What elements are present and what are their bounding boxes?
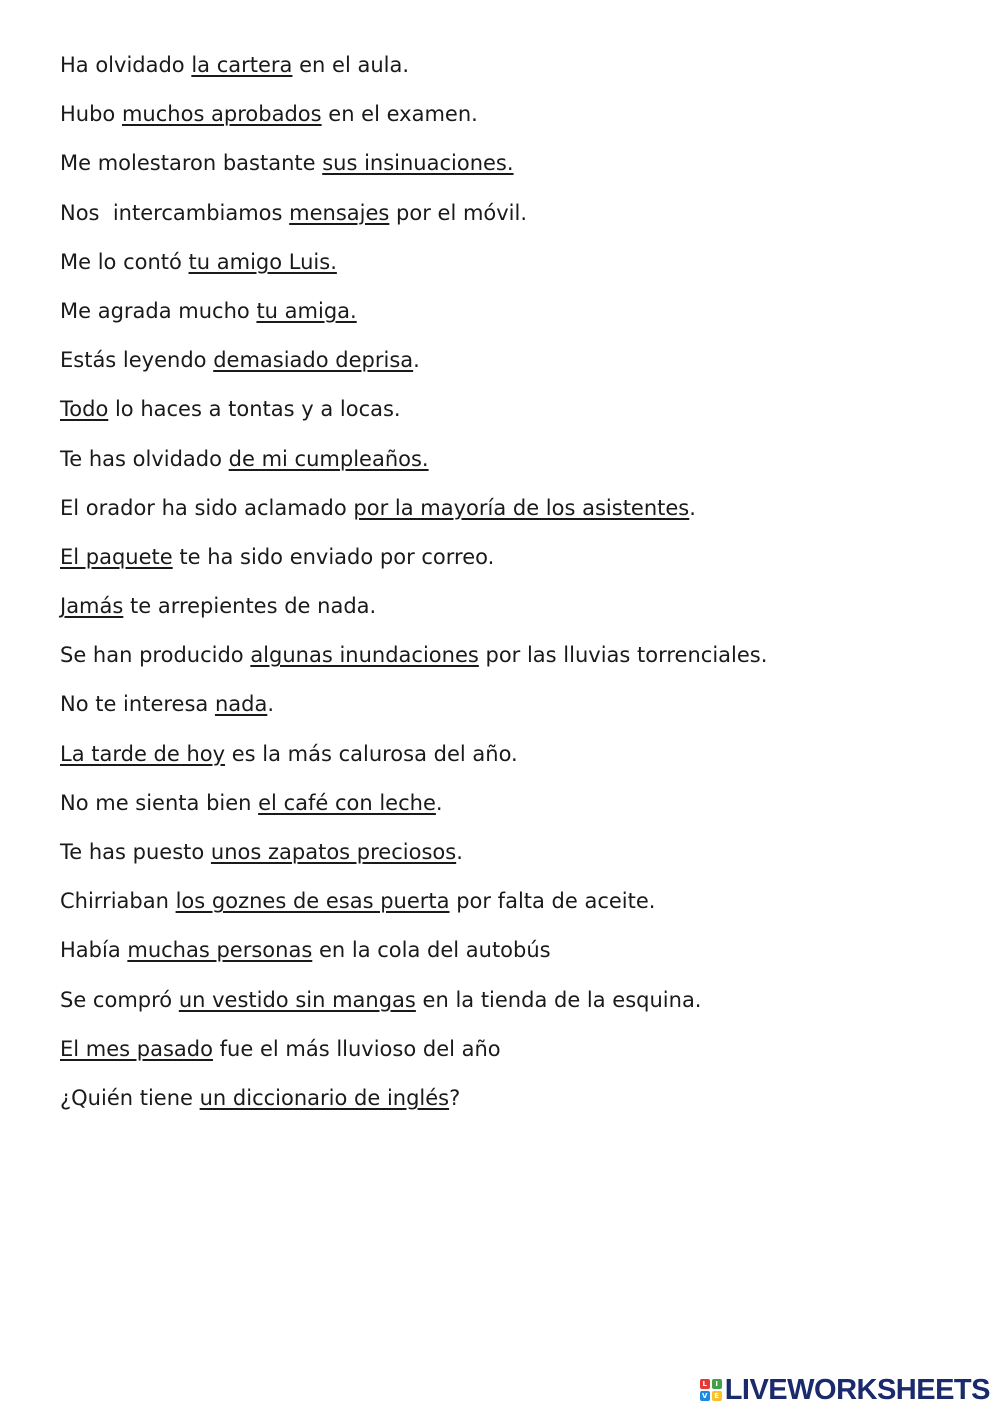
sentence-14 bbox=[60, 685, 960, 734]
sentence-text: Estás leyendo bbox=[60, 348, 214, 373]
sentence-text: . bbox=[435, 790, 443, 815]
logo-square: I bbox=[712, 1379, 722, 1389]
sentence-2 bbox=[60, 95, 960, 144]
underlined-phrase: demasiado deprisa bbox=[213, 348, 414, 373]
sentence-3 bbox=[60, 144, 960, 193]
sentence-text: . bbox=[456, 840, 463, 864]
underlined-phrase: de mi cumpleaños. bbox=[228, 446, 429, 471]
sentence-text: te ha sido enviado por correo. bbox=[172, 544, 495, 569]
sentence-19 bbox=[60, 931, 960, 980]
sentence-text: Me molestaron bastante bbox=[60, 151, 323, 176]
sentence-text: Hubo bbox=[60, 102, 122, 127]
underlined-phrase: Jamás bbox=[60, 594, 124, 619]
underlined-phrase: por la mayoría de los asistentes bbox=[353, 495, 690, 520]
underlined-phrase: El paquete bbox=[60, 544, 173, 569]
sentence-text: en la cola del autobús bbox=[312, 938, 551, 963]
sentence-1 bbox=[60, 46, 960, 95]
liveworksheets-logo bbox=[700, 1373, 990, 1407]
underlined-phrase: tu amigo Luis. bbox=[188, 249, 337, 274]
sentence-text: . bbox=[413, 348, 420, 373]
sentence-text: Ha olvidado bbox=[60, 53, 192, 77]
sentence-5 bbox=[60, 243, 960, 292]
sentence-4 bbox=[60, 194, 960, 243]
sentence-22 bbox=[60, 1079, 960, 1128]
sentence-15 bbox=[60, 735, 960, 784]
sentence-16 bbox=[60, 784, 960, 833]
sentence-text: Chirriaban bbox=[60, 889, 176, 914]
sentence-10 bbox=[60, 489, 960, 538]
underlined-phrase: la cartera bbox=[191, 53, 293, 77]
underlined-phrase: nada bbox=[214, 692, 268, 717]
underlined-phrase: algunas inundaciones bbox=[250, 643, 479, 668]
sentence-13 bbox=[60, 636, 960, 685]
sentence-7 bbox=[60, 341, 960, 390]
sentence-text: Te has puesto bbox=[60, 840, 211, 864]
underlined-phrase: los goznes de esas puerta bbox=[175, 889, 450, 914]
sentence-text: por las lluvias torrenciales. bbox=[478, 643, 768, 668]
sentence-text: El orador ha sido aclamado bbox=[60, 495, 354, 520]
sentence-9 bbox=[60, 440, 960, 489]
sentence-text: Te has olvidado bbox=[60, 446, 229, 471]
logo-square: E bbox=[712, 1391, 722, 1401]
sentence-text: Se compró bbox=[60, 987, 179, 1012]
sentence-text: te arrepientes de nada. bbox=[123, 594, 377, 619]
sentence-12 bbox=[60, 587, 960, 636]
sentence-17 bbox=[60, 833, 960, 882]
sentence-text: por falta de aceite. bbox=[449, 889, 656, 914]
sentence-text: No te interesa bbox=[60, 692, 215, 717]
sentence-text: es la más calurosa del año. bbox=[225, 741, 518, 766]
sentence-text: . bbox=[267, 692, 275, 717]
underlined-phrase: muchas personas bbox=[127, 938, 313, 963]
underlined-phrase: el café con leche bbox=[258, 790, 436, 815]
sentence-text: No me sienta bien bbox=[60, 790, 259, 815]
sentence-text: Me lo contó bbox=[60, 249, 189, 274]
sentence-text: ¿Quién tiene bbox=[60, 1085, 200, 1110]
logo-text: LIVEWORKSHEETS bbox=[724, 1373, 990, 1406]
sentence-text: en el aula. bbox=[292, 53, 410, 77]
underlined-phrase: Todo bbox=[60, 397, 109, 422]
underlined-phrase: un diccionario de inglés bbox=[199, 1085, 450, 1110]
logo-square: L bbox=[700, 1379, 710, 1389]
sentence-text: por el móvil. bbox=[389, 200, 528, 225]
sentence-text: ? bbox=[449, 1085, 461, 1110]
underlined-phrase: mensajes bbox=[289, 200, 390, 225]
sentence-11 bbox=[60, 538, 960, 587]
liveworksheets-logo-icon bbox=[700, 1379, 722, 1401]
underlined-phrase: sus insinuaciones. bbox=[322, 151, 514, 176]
underlined-phrase: muchos aprobados bbox=[121, 102, 322, 127]
underlined-phrase: La tarde de hoy bbox=[60, 741, 226, 766]
sentence-text: Nos intercambiamos bbox=[60, 200, 290, 225]
logo-square: V bbox=[700, 1391, 710, 1401]
underlined-phrase: tu amiga. bbox=[256, 298, 357, 323]
sentence-text: Me agrada mucho bbox=[60, 298, 257, 323]
sentence-text: . bbox=[689, 495, 696, 520]
sentence-text: en el examen. bbox=[321, 102, 478, 127]
sentence-21 bbox=[60, 1030, 960, 1079]
underlined-phrase: unos zapatos preciosos bbox=[210, 840, 457, 864]
sentence-text: Se han producido bbox=[60, 643, 251, 668]
sentence-18 bbox=[60, 882, 960, 931]
underlined-phrase: El mes pasado bbox=[60, 1036, 213, 1061]
sentence-6 bbox=[60, 292, 960, 341]
sentence-text: Había bbox=[60, 938, 128, 963]
sentence-20 bbox=[60, 981, 960, 1030]
sentence-text: en la tienda de la esquina. bbox=[415, 987, 702, 1012]
underlined-phrase: un vestido sin mangas bbox=[178, 987, 416, 1012]
sentence-text: fue el más lluvioso del año bbox=[212, 1036, 501, 1061]
sentence-list bbox=[60, 46, 960, 1128]
sentence-text: lo haces a tontas y a locas. bbox=[108, 397, 401, 422]
sentence-8 bbox=[60, 390, 960, 439]
